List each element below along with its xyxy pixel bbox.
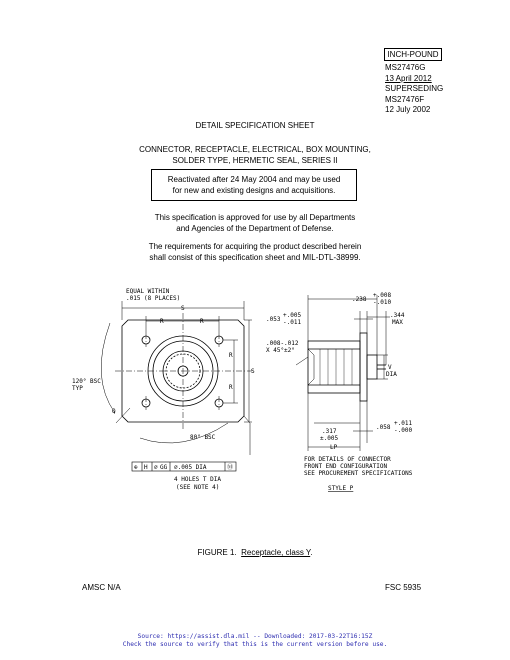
previous-document-date: 12 July 2002 (385, 105, 431, 114)
requirements-statement (0, 241, 510, 263)
dim-058-nominal: .058 (376, 424, 391, 431)
holes-note: (SEE NOTE 4) (176, 484, 220, 491)
dim-344-max: MAX (392, 319, 403, 326)
notice-line-1: Reactivated after 24 May 2004 and may be used (167, 175, 341, 184)
document-id: MS27476G (385, 63, 426, 72)
requirements-line-2: shall consist of this specification sheet and MIL-DTL-38999. (149, 253, 361, 262)
document-identification (385, 63, 443, 116)
chamfer-size: .008-.012 (266, 340, 299, 347)
inch-pound-label: INCH-POUND (384, 48, 442, 61)
approval-line-2: and Agencies of the Department of Defense. (176, 224, 334, 233)
page-title: DETAIL SPECIFICATION SHEET (195, 121, 315, 130)
previous-document-id: MS27476F (385, 94, 425, 104)
fcf-diameter-icon: ⌀ (154, 464, 158, 471)
dim-q: Q (112, 408, 116, 415)
approval-line-1: This specification is approved for use by all Departments (154, 213, 356, 222)
approval-statement (0, 212, 510, 234)
source-notice (0, 633, 510, 649)
subtitle-line-2: SOLDER TYPE, HERMETIC SEAL, SERIES II (172, 156, 338, 165)
dim-r-top-right: R (200, 318, 204, 325)
dim-053-nominal: .053 (266, 316, 281, 323)
dim-v: V (388, 364, 392, 371)
dim-s-side: S (251, 368, 255, 375)
figure-suffix: . (310, 548, 313, 557)
dim-053-minus: -.011 (283, 319, 302, 326)
source-line-1: Source: https://assist.dla.mil -- Downloaded: 2017-03-22T16:15Z (137, 633, 373, 640)
document-date: 13 April 2012 (385, 73, 432, 83)
requirements-line-1: The requirements for acquiring the product described herein (148, 242, 362, 251)
dim-238-nominal: .238 (352, 296, 367, 303)
fcf-position-icon: ⊕ (134, 464, 138, 471)
figure-caption (0, 548, 510, 557)
dim-344: .344 (390, 312, 405, 319)
figure-number: FIGURE 1. (197, 548, 237, 557)
dim-058-minus: -.000 (394, 427, 413, 434)
note-line-1: FOR DETAILS OF CONNECTOR (304, 456, 391, 463)
note-line-2: FRONT END CONFIGURATION (304, 463, 388, 470)
fsc-code: FSC 5935 (385, 583, 422, 592)
dim-s-top: S (181, 305, 185, 312)
style-label: STYLE P (328, 485, 354, 492)
dim-r-side-bottom: R (229, 384, 233, 391)
document-subtitle (0, 144, 510, 166)
dim-r-side-top: R (229, 352, 233, 359)
fcf-mmc-icon: Ⓜ (227, 464, 234, 471)
dim-238-minus: -.010 (373, 299, 392, 306)
dim-238-plus: +.008 (373, 292, 392, 299)
amsc-code: AMSC N/A (82, 583, 121, 592)
reactivation-notice-box (151, 169, 357, 201)
equal-within-value: .015 (8 PLACES) (126, 295, 181, 302)
dim-317-nominal: .317 (322, 428, 337, 435)
dim-lp: LP (330, 444, 338, 451)
figure-title: Receptacle, class Y (241, 548, 311, 557)
dim-058-plus: +.011 (394, 420, 413, 427)
angle-120-label: 120° BSC (72, 378, 101, 385)
subtitle-line-1: CONNECTOR, RECEPTACLE, ELECTRICAL, BOX MOUNTING, (139, 145, 371, 154)
fcf-datum-h: H (144, 464, 148, 471)
source-line-2: Check the source to verify that this is the current version before use. (122, 641, 388, 648)
angle-120-typ: TYP (72, 385, 83, 392)
superseding-label: SUPERSEDING (385, 84, 444, 93)
dim-v-dia: DIA (386, 371, 397, 378)
fcf-datum-gg: GG (160, 464, 168, 471)
dim-r-top-left: R (160, 318, 164, 325)
equal-within-label: EQUAL WITHIN (126, 288, 170, 295)
dim-053-plus: +.005 (283, 312, 302, 319)
side-view (308, 333, 386, 401)
notice-line-2: for new and existing designs and acquisitions. (172, 186, 336, 195)
fcf-tolerance: ⌀.005 DIA (174, 464, 207, 471)
note-line-3: SEE PROCUREMENT SPECIFICATIONS (304, 470, 413, 477)
holes-label: 4 HOLES T DIA (174, 476, 221, 483)
chamfer-angle: X 45°±2° (266, 347, 295, 354)
dim-317-tolerance: ±.005 (320, 435, 339, 442)
angle-80-label: 80° BSC (190, 434, 216, 441)
receptacle-drawing (70, 283, 450, 508)
